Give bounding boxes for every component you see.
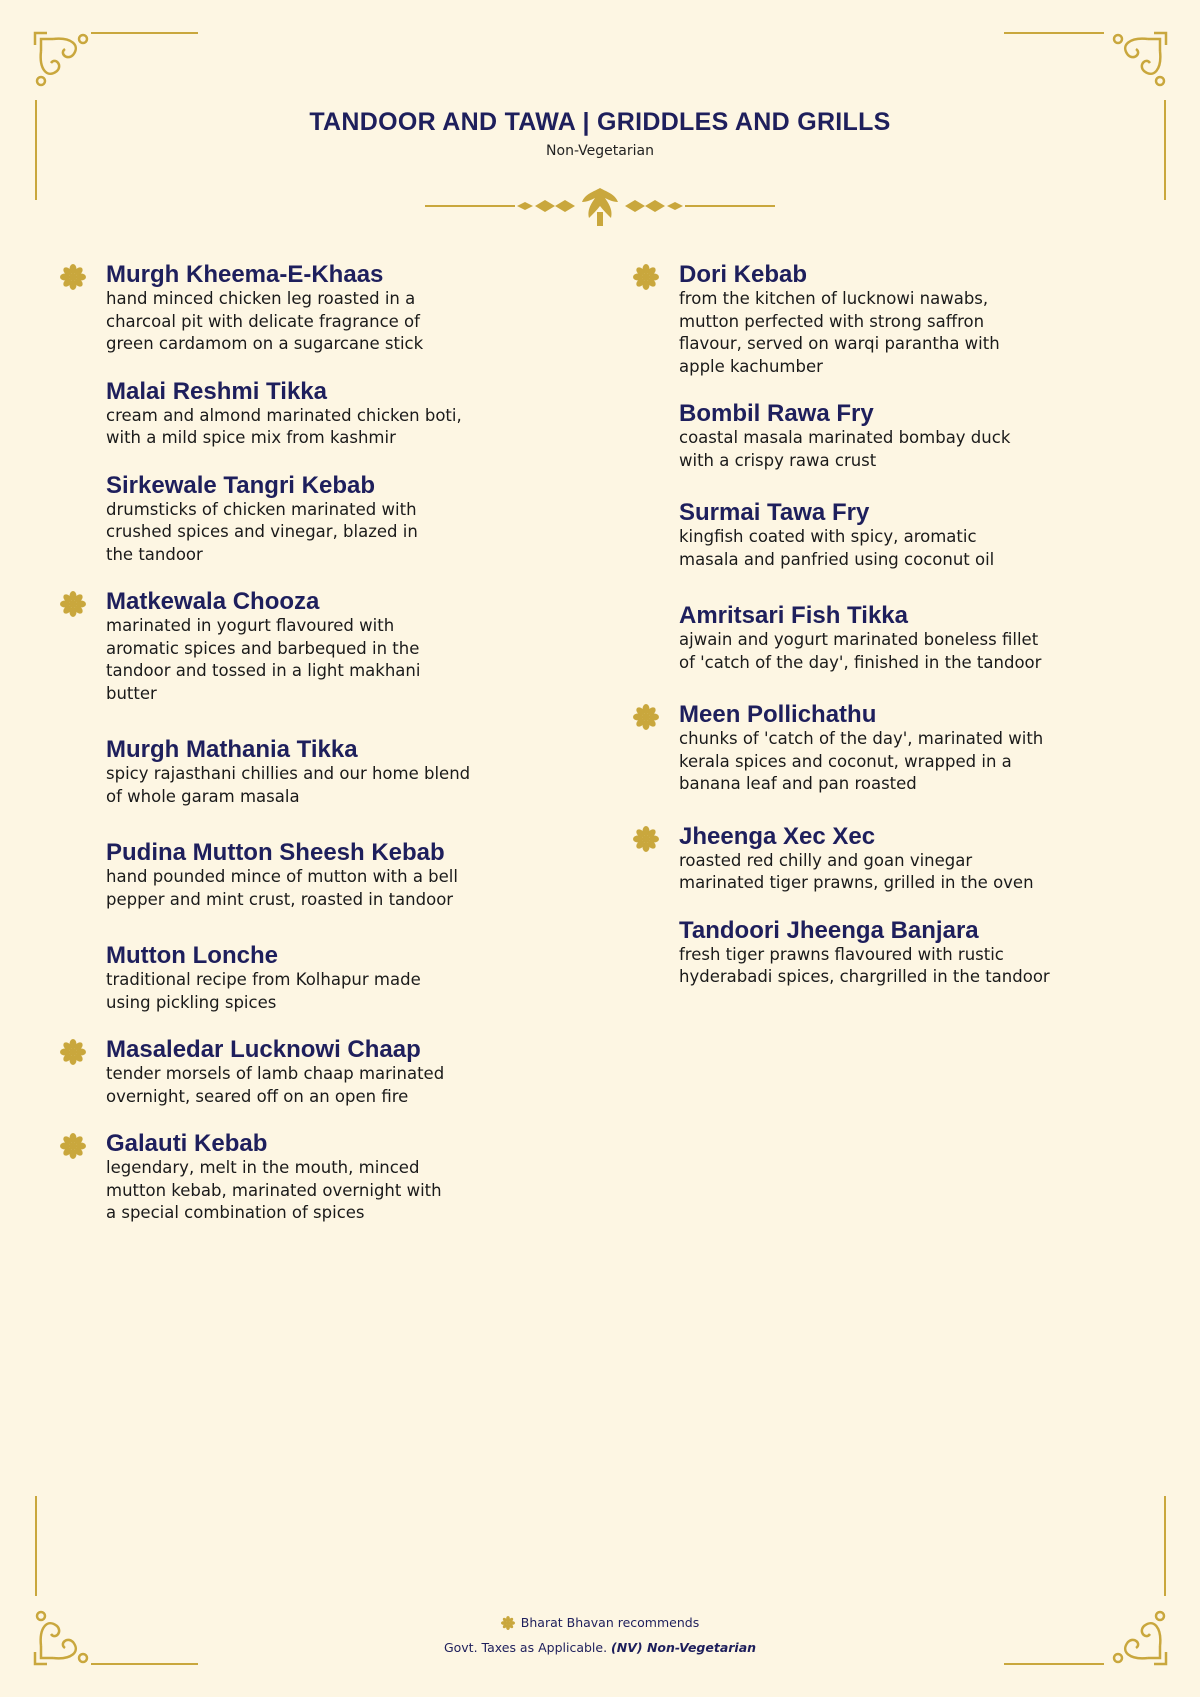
item-description-line: pepper and mint crust, roasted in tandoor bbox=[106, 889, 454, 909]
recommended-star-icon bbox=[633, 826, 659, 852]
item-description-line: with a crispy rawa crust bbox=[679, 450, 877, 470]
item-description-line: roasted red chilly and goan vinegar bbox=[679, 850, 973, 870]
item-description-line: with a mild spice mix from kashmir bbox=[106, 428, 396, 447]
menu-item bbox=[106, 379, 526, 450]
page-title: TANDOOR AND TAWA | GRIDDLES AND GRILLS bbox=[309, 108, 891, 136]
item-description-line: hyderabadi spices, chargrilled in the tandoor bbox=[679, 967, 1050, 986]
item-description-line: drumsticks of chicken marinated with bbox=[106, 499, 417, 519]
page-subtitle: Non-Vegetarian bbox=[546, 143, 654, 159]
item-description-line: of 'catch of the day', finished in the tandoor bbox=[679, 652, 1042, 672]
footer-taxes-text: Govt. Taxes as Applicable. bbox=[443, 1640, 608, 1655]
item-description-line: masala and panfried using coconut oil bbox=[679, 549, 995, 569]
item-description-line: from the kitchen of lucknowi nawabs, bbox=[679, 289, 989, 308]
recommended-star-icon bbox=[501, 1616, 515, 1630]
recommended-star-icon bbox=[633, 264, 659, 290]
recommended-star-icon bbox=[60, 1039, 86, 1065]
frame-left-bottom-line bbox=[35, 1496, 37, 1596]
item-name: Dori Kebab bbox=[679, 261, 808, 288]
item-description-line: overnight, seared off on an open fire bbox=[106, 1086, 409, 1106]
item-description-line: hand pounded mince of mutton with a bell bbox=[106, 867, 458, 886]
item-name: Malai Reshmi Tikka bbox=[106, 377, 327, 405]
item-description-line: cream and almond marinated chicken boti, bbox=[106, 405, 462, 425]
item-name: Jheenga Xec Xec bbox=[679, 822, 876, 850]
recommended-star-icon bbox=[60, 1133, 86, 1159]
item-description-line: kingfish coated with spicy, aromatic bbox=[679, 527, 977, 546]
item-name: Galauti Kebab bbox=[106, 1130, 268, 1157]
item-description-line: spicy rajasthani chillies and our home blend bbox=[106, 764, 471, 783]
item-name: Matkewala Chooza bbox=[106, 588, 320, 615]
item-description-line: banana leaf and pan roasted bbox=[679, 774, 917, 793]
frame-top-right-line bbox=[1004, 32, 1104, 34]
menu-item bbox=[679, 824, 1099, 895]
menu-item bbox=[106, 840, 526, 911]
item-name: Bombil Rawa Fry bbox=[679, 400, 874, 427]
menu-item bbox=[106, 473, 526, 567]
item-description-line: tender morsels of lamb chaap marinated bbox=[106, 1064, 445, 1083]
footer-taxes bbox=[0, 1640, 1200, 1655]
item-name: Amritsari Fish Tikka bbox=[679, 602, 908, 629]
menu-header bbox=[0, 108, 1200, 159]
frame-bottom-left-line bbox=[91, 1663, 198, 1665]
corner-ornament-icon bbox=[33, 31, 91, 89]
menu-item bbox=[106, 943, 526, 1014]
frame-right-bottom-line bbox=[1164, 1496, 1166, 1596]
item-description-line: mutton perfected with strong saffron bbox=[679, 311, 985, 331]
frame-top-left-line bbox=[91, 32, 198, 34]
item-description-line: marinated in yogurt flavoured with bbox=[106, 616, 395, 635]
menu-item bbox=[106, 1131, 526, 1225]
item-description-line: using pickling spices bbox=[106, 992, 277, 1012]
item-description-line: aromatic spices and barbequed in the bbox=[106, 638, 420, 658]
menu-column-right bbox=[679, 262, 1099, 989]
menu-item bbox=[106, 737, 526, 808]
item-name: Tandoori Jheenga Banjara bbox=[679, 916, 979, 944]
divider-ornament-icon bbox=[425, 182, 775, 228]
item-description-line: the tandoor bbox=[106, 544, 203, 564]
corner-ornament-icon bbox=[1110, 31, 1168, 89]
item-description-line: coastal masala marinated bombay duck bbox=[679, 428, 1011, 447]
item-description-line: green cardamom on a sugarcane stick bbox=[106, 334, 424, 353]
item-description-line: butter bbox=[106, 683, 157, 703]
footer-legend-text: (NV) Non-Vegetarian bbox=[611, 1640, 757, 1655]
item-description-line: tandoor and tossed in a light makhani bbox=[106, 661, 421, 680]
menu-item bbox=[679, 262, 1099, 378]
item-description-line: charcoal pit with delicate fragrance of bbox=[106, 311, 420, 331]
item-description-line: flavour, served on warqi parantha with bbox=[679, 334, 1000, 353]
item-description-line: chunks of 'catch of the day', marinated with bbox=[679, 729, 1044, 748]
item-name: Murgh Mathania Tikka bbox=[106, 736, 358, 763]
menu-column-left bbox=[106, 262, 526, 1225]
menu-item bbox=[106, 262, 526, 356]
item-description-line: a special combination of spices bbox=[106, 1203, 365, 1222]
item-description-line: apple kachumber bbox=[679, 356, 823, 376]
item-name: Sirkewale Tangri Kebab bbox=[106, 471, 375, 499]
item-name: Mutton Lonche bbox=[106, 942, 278, 969]
footer-recommend bbox=[0, 1615, 1200, 1630]
item-description-line: kerala spices and coconut, wrapped in a bbox=[679, 751, 1012, 771]
item-name: Meen Pollichathu bbox=[679, 701, 877, 728]
item-description-line: ajwain and yogurt marinated boneless fillet bbox=[679, 630, 1039, 649]
item-description-line: traditional recipe from Kolhapur made bbox=[106, 970, 421, 989]
menu-footer bbox=[0, 1615, 1200, 1655]
item-name: Surmai Tawa Fry bbox=[679, 499, 870, 526]
menu-item bbox=[106, 1037, 526, 1108]
menu-item bbox=[106, 589, 526, 705]
menu-item bbox=[679, 500, 1099, 571]
item-description-line: legendary, melt in the mouth, minced bbox=[106, 1158, 420, 1177]
item-description-line: crushed spices and vinegar, blazed in bbox=[106, 522, 418, 541]
item-description-line: fresh tiger prawns flavoured with rustic bbox=[679, 944, 1004, 964]
menu-item bbox=[679, 603, 1099, 674]
recommended-star-icon bbox=[60, 264, 86, 290]
item-description-line: hand minced chicken leg roasted in a bbox=[106, 289, 416, 308]
item-description-line: marinated tiger prawns, grilled in the oven bbox=[679, 873, 1034, 892]
item-name: Pudina Mutton Sheesh Kebab bbox=[106, 839, 445, 866]
item-description-line: of whole garam masala bbox=[106, 786, 300, 806]
recommended-star-icon bbox=[60, 591, 86, 617]
menu-item bbox=[679, 401, 1099, 472]
recommended-star-icon bbox=[633, 704, 659, 730]
item-name: Murgh Kheema-E-Khaas bbox=[106, 261, 384, 288]
item-name: Masaledar Lucknowi Chaap bbox=[106, 1036, 421, 1063]
frame-bottom-right-line bbox=[1004, 1663, 1104, 1665]
footer-recommend-text: Bharat Bhavan recommends bbox=[520, 1615, 700, 1630]
menu-item bbox=[679, 918, 1099, 989]
menu-item bbox=[679, 702, 1099, 796]
item-description-line: mutton kebab, marinated overnight with bbox=[106, 1180, 442, 1200]
